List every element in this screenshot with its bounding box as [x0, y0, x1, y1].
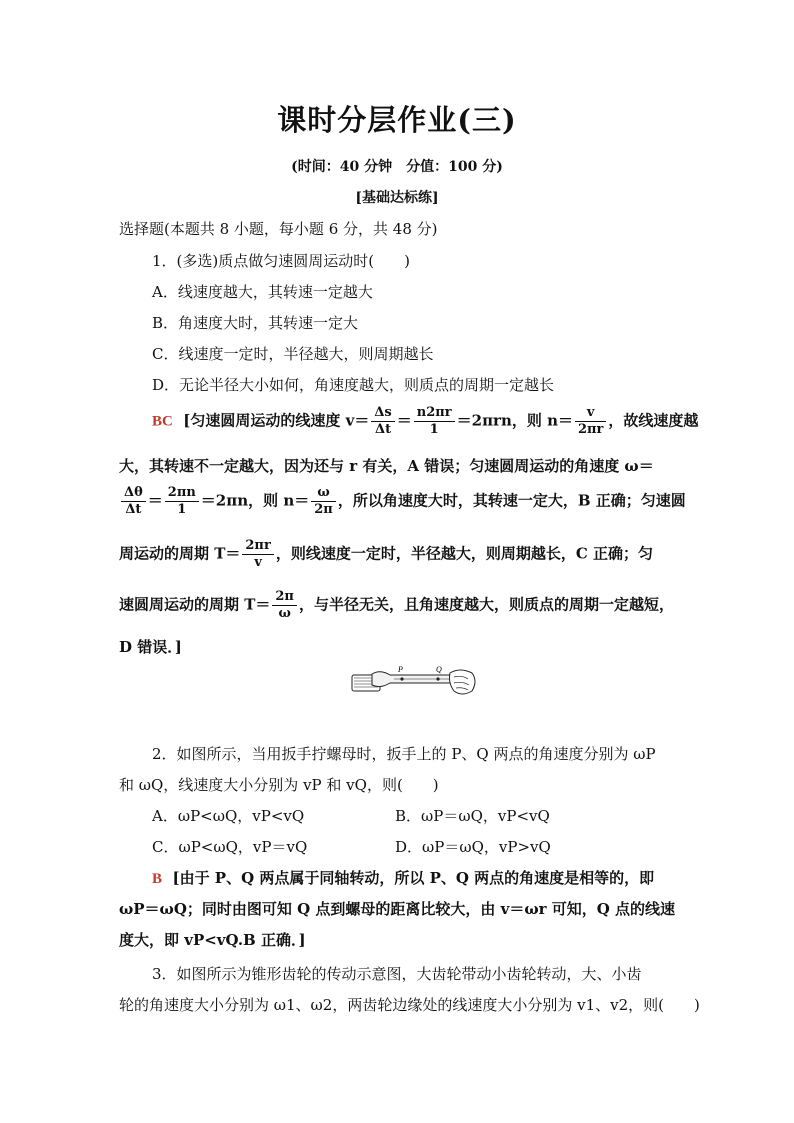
- q2-option-a: A．ωP<ωQ，vP<vQ: [152, 807, 305, 825]
- q3-line1: 3．如图所示为锥形齿轮的传动示意图，大齿轮带动小齿轮转动，大、小齿: [152, 965, 642, 983]
- q1-stem: 1．(多选)质点做匀速圆周运动时( ): [152, 252, 410, 270]
- q1-explanation-line1: BC [匀速圆周运动的线速度 v＝ $\frac{\Delta s}{\Delta t}$ ＝ $\frac{n2\pi r}{1}$ ＝2πrn，则 n＝ $\frac{v}{2\pi r}$ ，故线速度越: [152, 405, 699, 437]
- point-q-label: Q: [436, 665, 442, 674]
- fraction: $\frac{v}{2\pi r}$: [575, 405, 606, 438]
- q2-explanation-line3: 度大，即 vP<vQ.B 正确．]: [119, 931, 306, 949]
- q1-answer: BC: [152, 413, 173, 430]
- point-p-label: P: [398, 665, 403, 674]
- q2-answer: B: [152, 871, 163, 887]
- q1-option-b: B．角速度大时，其转速一定大: [152, 314, 359, 332]
- q1-explanation-line6: D 错误．]: [119, 638, 182, 656]
- q2-option-d: D．ωP＝ωQ，vP>vQ: [395, 838, 551, 856]
- q2-stem-line2: 和 ωQ，线速度大小分别为 vP 和 vQ，则( ): [119, 776, 439, 794]
- q3-line2: 轮的角速度大小分别为 ω1、ω2，两齿轮边缘处的线速度大小分别为 v1、v2，则( ): [119, 996, 700, 1014]
- fraction: $\frac{2\pi}{\omega}$: [272, 589, 297, 622]
- q2-option-b: B．ωP＝ωQ，vP<vQ: [395, 807, 550, 825]
- time-score-info: (时间：40 分钟 分值：100 分): [291, 159, 503, 175]
- q1-explanation-line5: 速圆周运动的周期 T＝ $\frac{2\pi}{\omega}$ ，与半径无关，且角速度越大，则质点的周期一定越短，: [119, 589, 674, 621]
- fraction: $\frac{\Delta\theta}{\Delta t}$: [121, 485, 146, 518]
- wrench-figure: [350, 663, 480, 701]
- q2-stem-line1: 2．如图所示，当用扳手拧螺母时，扳手上的 P、Q 两点的角速度分别为 ωP: [152, 745, 656, 763]
- hand-shape: [450, 670, 476, 694]
- choice-intro: 选择题(本题共 8 小题，每小题 6 分，共 48 分): [119, 220, 438, 238]
- fraction: $\frac{\omega}{2\pi}$: [311, 485, 336, 518]
- fraction: $\frac{\Delta s}{\Delta t}$: [371, 405, 394, 438]
- q1-explanation-line3: $\frac{\Delta\theta}{\Delta t}$ ＝ $\frac{2\pi n}{1}$ ＝2πn，则 n＝ $\frac{\omega}{2\pi}$ ，所以角速度大时，其转速一定大，B 正确；匀速圆: [119, 485, 686, 518]
- page-title: 课时分层作业(三): [277, 103, 517, 137]
- q2-explanation-line1: B [由于 P、Q 两点属于同轴转动，所以 P、Q 两点的角速度是相等的，即: [152, 869, 655, 887]
- point-p-marker: [400, 677, 403, 680]
- point-q-marker: [436, 677, 439, 680]
- q1-explanation-line4: 周运动的周期 T＝ $\frac{2\pi r}{v}$ ，则线速度一定时，半径越大，则周期越长，C 正确；匀: [119, 538, 653, 570]
- fraction: $\frac{2\pi r}{v}$: [242, 538, 273, 571]
- q1-option-c: C．线速度一定时，半径越大，则周期越长: [152, 345, 434, 363]
- section-heading: [基础达标练]: [355, 190, 439, 206]
- q2-option-c: C．ωP<ωQ，vP＝vQ: [152, 838, 308, 856]
- q1-option-d: D．无论半径大小如何，角速度越大，则质点的周期一定越长: [152, 376, 555, 394]
- fraction: $\frac{n2\pi r}{1}$: [414, 405, 455, 438]
- q1-explanation-line2: 大，其转速不一定越大，因为还与 r 有关，A 错误；匀速圆周运动的角速度 ω＝: [119, 457, 654, 475]
- fraction: $\frac{2\pi n}{1}$: [165, 485, 199, 518]
- q1-option-a: A．线速度越大，其转速一定越大: [152, 283, 373, 301]
- q2-explanation-line2: ωP＝ωQ；同时由图可知 Q 点到螺母的距离比较大，由 v＝ωr 可知，Q 点的线速: [119, 900, 676, 918]
